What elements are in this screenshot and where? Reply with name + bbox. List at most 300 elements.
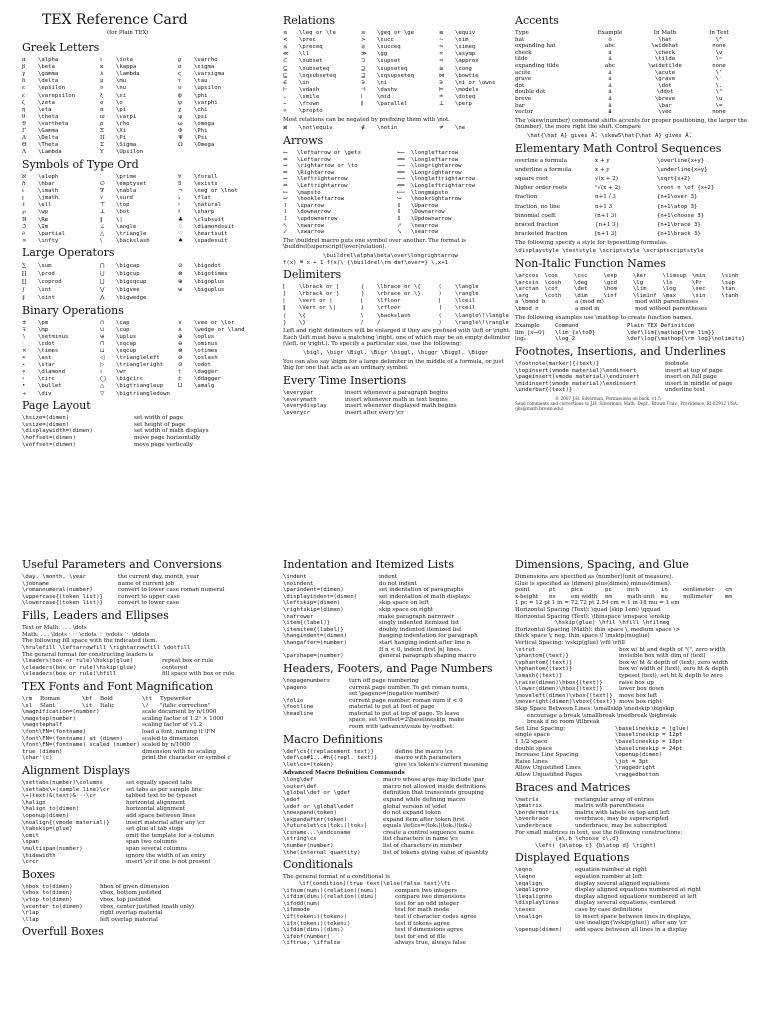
- delimiter-symbol: ⌋: [361, 305, 364, 312]
- binary-op-command: \bigtriangledown: [116, 390, 170, 397]
- delimiter-entry: [361, 305, 439, 312]
- macros-table: [283, 749, 511, 769]
- greek-symbol: γ: [22, 71, 26, 78]
- binary-op-symbol: ≀: [100, 369, 103, 376]
- binary-op-symbol: ∖: [22, 333, 26, 340]
- useful-cell: convert to lower case roman numeral: [118, 587, 225, 594]
- symbol-symbol: ♭: [178, 195, 181, 202]
- large-op-entry: [178, 287, 256, 294]
- relation-symbol: ∥: [361, 101, 364, 108]
- relation-command: \smile: [299, 93, 320, 100]
- column-1-bottom: [22, 556, 250, 942]
- dims-skips: Skip Space Between Lines: \smallskip \medskip \bigskip: [515, 705, 675, 712]
- accents-cell: \^: [715, 36, 723, 43]
- symbol-symbol: ℑ: [22, 223, 26, 230]
- conditionals-table: [283, 888, 511, 947]
- fonts-heading: TEX Fonts and Font Magnification: [22, 679, 213, 693]
- binary-op-symbol: ×: [22, 347, 27, 354]
- greek-entry: [100, 57, 178, 64]
- delimiter-command: \rbrack or ]: [299, 291, 340, 298]
- relations-note: Most relations can be negated by prefixing them with \not.: [283, 116, 451, 123]
- font-cell: \font\FN=⟨fontname⟩ scaled ⟨number⟩: [22, 742, 140, 749]
- binary-op-entry: [178, 327, 256, 334]
- alignment-cell: insert \cr if one is not present: [126, 859, 211, 866]
- relation-command: \frown: [299, 101, 320, 108]
- relations-heading: Relations: [283, 14, 336, 27]
- leaders-cell: fill space with box or rule: [162, 671, 235, 678]
- arrow-cell: ⇔: [283, 182, 288, 189]
- headers-heading: Headers, Footers, and Page Numbers: [283, 661, 493, 675]
- arrow-cell: \Rightarrow: [297, 169, 335, 176]
- binary-op-symbol: ⊙: [178, 362, 183, 369]
- delimiter-command: \lfloor: [377, 298, 401, 305]
- footnote-cell: \footnote⟨marker⟩{⟨text⟩}: [515, 361, 600, 368]
- nonitalic-table: [515, 273, 751, 299]
- binary-op-entry: [178, 348, 256, 355]
- conditional-cell: \ifodd⟨num⟩: [283, 900, 321, 907]
- relation-command: \sim: [455, 37, 469, 44]
- relation-entry: [439, 44, 517, 51]
- everytime-cell: insert whenever displayed math begins: [345, 403, 457, 410]
- symbol-command: \spadesuit: [194, 237, 228, 244]
- binary-op-entry: [22, 348, 100, 355]
- indent-cell: \parindent=⟨dimen⟩: [283, 587, 344, 594]
- symbol-entry: [100, 174, 178, 181]
- pagelayout-table: [22, 415, 250, 448]
- footnote-cell: insert at top of page: [665, 367, 723, 374]
- negation-command: \notin: [377, 125, 398, 132]
- headers-table: [283, 678, 511, 731]
- binary-op-command: \bigcirc: [116, 376, 143, 383]
- symbol-symbol: ⊥: [100, 209, 106, 216]
- large-op-command: \bigodot: [194, 262, 221, 269]
- large-op-entry: [22, 295, 100, 302]
- delimiter-symbol: }: [283, 319, 287, 326]
- conditional-cell: \ifdim⟨dim₁⟩⟨dim₂⟩: [283, 927, 344, 934]
- binary-op-entry: [22, 383, 100, 390]
- delimiter-entry: [439, 298, 517, 305]
- binary-op-symbol: ⊓: [100, 340, 105, 347]
- accents-cell: á: [608, 69, 612, 76]
- box-cell: vbox, top justified: [100, 897, 151, 904]
- mathop-example-cell: log₂: [515, 336, 526, 343]
- large-op-command: \bigoplus: [194, 278, 225, 285]
- dimension-cell: \smash{⟨text⟩}: [515, 673, 563, 679]
- font-name-cell: \bf: [82, 696, 93, 702]
- function-name-cell: \tanh: [721, 292, 739, 299]
- header-cell: \folio: [283, 697, 304, 704]
- accents-cell: \~: [715, 56, 723, 63]
- delimiter-entry: [439, 313, 517, 320]
- greek-symbol: π: [100, 106, 104, 113]
- line-spacing-cell: single space: [515, 732, 550, 739]
- symbol-symbol: ℜ: [22, 216, 27, 223]
- relation-entry: [361, 108, 439, 115]
- box-cell: \rlap: [22, 910, 39, 917]
- alignment-cell: \settabs\+⟨sample line⟩\cr: [22, 786, 110, 793]
- accents-cell: \`: [715, 76, 723, 83]
- relation-symbol: ⪰: [361, 44, 366, 51]
- header-cell: turn off page numbering: [349, 677, 419, 684]
- greek-symbol: κ: [100, 64, 104, 71]
- large-op-entry: [178, 279, 256, 286]
- symbol-entry: [178, 181, 256, 188]
- relation-symbol: ≫: [361, 51, 367, 58]
- fonts-table: [22, 709, 250, 762]
- elem-cell: higher order roots: [515, 185, 568, 192]
- negation-command: \not\equiv: [299, 125, 333, 132]
- symbol-symbol: ∂: [22, 230, 25, 237]
- greek-symbol: β: [22, 64, 26, 71]
- greek-command: \mu: [116, 78, 127, 85]
- greek-symbol: ϖ: [100, 113, 105, 120]
- function-name-cell: \arccos: [515, 273, 539, 280]
- elem-cell: {n+1\brace 3}: [657, 222, 701, 228]
- useful-cell: convert to upper case: [118, 593, 180, 600]
- binary-op-symbol: ⋄: [22, 369, 26, 376]
- greek-command: \phi: [194, 92, 208, 99]
- everytime-cell: \everydisplay: [283, 403, 327, 410]
- greek-entry: [178, 93, 256, 100]
- arrow-cell: ↖: [283, 222, 288, 229]
- function-name-cell: \Pr: [692, 279, 703, 286]
- useful-cell: name of current job: [118, 580, 175, 587]
- greek-command: \varphi: [194, 99, 218, 106]
- relation-entry: [283, 51, 361, 58]
- braces-note: For small matrices in text, use the following constructions:: [515, 829, 683, 836]
- advanced-macro-cell: macro whose args may include \par: [383, 777, 485, 784]
- accents-cell: grave: [515, 76, 532, 83]
- symbol-command: \infty: [38, 237, 59, 244]
- accents-header-cell: In Math: [653, 30, 677, 37]
- symbol-entry: [22, 174, 100, 181]
- symbol-symbol: ȷ: [22, 195, 24, 202]
- binary-heading: Binary Operations: [22, 303, 124, 317]
- mod-cell: mod with parentheses: [635, 299, 698, 306]
- delimiter-command: \{: [299, 312, 306, 319]
- greek-command: \Pi: [116, 135, 127, 142]
- binary-op-entry: [22, 341, 100, 348]
- displayed-cell: display several equations, centered: [575, 900, 676, 907]
- conditional-cell: test for math mode: [395, 907, 450, 914]
- symbol-command: \bot: [116, 209, 130, 216]
- advanced-macro-cell: expand while defining macro: [383, 796, 466, 803]
- conditional-cell: \if⟨token₁⟩⟨token₂⟩: [283, 913, 347, 920]
- greek-symbol: ρ: [100, 120, 104, 127]
- arrow-cell: ⟸: [397, 156, 406, 163]
- delimiter-command: \lbrace or \{: [377, 284, 421, 291]
- pagelayout-cell: set width of page: [134, 415, 184, 422]
- box-cell: vbox, center justified (math only): [100, 903, 195, 910]
- accents-cell: \breve: [654, 96, 676, 103]
- elem-cell: \overline{x+y}: [657, 157, 705, 164]
- box-cell: right overlap material: [100, 910, 163, 917]
- brace-cell: matrix with labels on top and left: [575, 809, 670, 816]
- arrow-cell: \Leftarrow: [297, 156, 331, 163]
- function-name-cell: \limsup: [662, 273, 687, 280]
- dimension-cell: box w/ ht & depth of ⟨text⟩, zero width: [619, 659, 729, 666]
- relation-entry: [283, 87, 361, 94]
- dims-table: [515, 647, 751, 706]
- greek-symbol: φ: [178, 99, 182, 106]
- relation-symbol: ≪: [283, 51, 289, 58]
- function-name-cell: \cot: [544, 286, 558, 293]
- symbol-entry: [178, 174, 256, 181]
- greek-command: \alpha: [38, 57, 59, 64]
- large-op-symbol: ⋂: [100, 262, 105, 269]
- alignment-cell: \omit: [22, 832, 39, 839]
- binary-op-symbol: ⊖: [178, 340, 183, 347]
- greek-symbol: θ: [22, 113, 26, 120]
- function-name-cell: \csc: [574, 273, 588, 280]
- elem-cell: fraction: [515, 194, 538, 201]
- line-spacing-cell: 1 1/2 space: [515, 738, 548, 745]
- symbol-symbol: ℵ: [22, 174, 27, 180]
- advanced-macro-cell: \outer\def: [283, 783, 317, 790]
- font-cell: scaling factor of √1.2: [142, 722, 203, 729]
- delimiter-symbol: ‖: [283, 305, 286, 312]
- function-name-cell: \arctan: [515, 286, 539, 293]
- arrows-heading: Arrows: [283, 133, 324, 147]
- symbol-command: \nabla: [116, 188, 137, 195]
- arrows-note: The \buildrel macro puts one symbol over another. The format is \buildrel⟨superscript⟩\over⟨relation⟩.: [283, 237, 467, 251]
- greek-heading: Greek Letters: [22, 41, 100, 54]
- arrow-cell: ↕: [283, 215, 288, 222]
- mathop-example-cell: lim_{x→0}: [515, 329, 546, 336]
- unit-cell: millimeter: [683, 593, 713, 600]
- greek-command: \eta: [38, 106, 52, 113]
- binary-op-symbol: ∪: [100, 326, 105, 333]
- greek-command: \upsilon: [194, 85, 221, 92]
- arrow-cell: \Leftrightarrow: [297, 182, 348, 189]
- large-op-entry: [178, 271, 256, 278]
- binary-op-entry: [178, 369, 256, 376]
- box-cell: hbox of given dimension: [100, 883, 170, 890]
- symbol-entry: [22, 231, 100, 238]
- greek-entry: [22, 64, 100, 71]
- binary-op-symbol: ◯: [100, 376, 107, 383]
- greek-symbol: ψ: [178, 113, 183, 120]
- advanced-macro-cell: list of characters in number: [383, 843, 463, 850]
- elem-cell: [n+1 3]: [595, 231, 617, 238]
- alignment-cell: \crcr: [22, 859, 39, 866]
- displayed-cell: \cases: [515, 907, 536, 913]
- arrow-cell: \longleftarrow: [411, 150, 459, 156]
- indent-cell: skip space on right: [379, 607, 434, 614]
- greek-symbol: α: [22, 57, 26, 64]
- font-name-cell: \tt: [142, 696, 153, 702]
- greek-entry: [100, 78, 178, 85]
- delimiter-entry: [439, 291, 517, 298]
- greek-command: \theta: [38, 113, 59, 120]
- relation-symbol: ⋈: [439, 72, 445, 79]
- greek-symbol: Φ: [178, 128, 183, 135]
- header-cell: \headline: [283, 710, 314, 717]
- symbol-command: \flat: [194, 195, 211, 202]
- greek-command: \nu: [116, 85, 127, 92]
- binary-op-entry: [178, 362, 256, 369]
- arrow-cell: ↦: [283, 189, 288, 196]
- indent-cell: \leftskip=⟨dimen⟩: [283, 600, 341, 607]
- binary-op-command: \uplus: [116, 333, 137, 340]
- delimiter-command: \lceil: [455, 298, 476, 305]
- mod-cell: mod without parentheses: [635, 306, 708, 313]
- greek-symbol: ε: [22, 85, 25, 92]
- line-spacing-cell: Raise Lines: [515, 758, 548, 765]
- relation-entry: [283, 94, 361, 101]
- relation-command: \mid: [377, 93, 391, 100]
- arrow-cell: ↗: [397, 222, 402, 229]
- binary-op-symbol: ◁: [100, 355, 105, 362]
- binary-op-entry: [22, 391, 100, 398]
- large-op-command: \sum: [38, 262, 52, 269]
- font-name-cell: Italic: [100, 702, 115, 709]
- greek-command: \Gamma: [38, 128, 59, 135]
- indent-cell: start hanging indent after line n.: [379, 640, 473, 647]
- negation-entry: [439, 125, 517, 132]
- elem-cell: x + y: [595, 157, 610, 164]
- delimiter-symbol: ⌊: [361, 298, 364, 305]
- greek-entry: [22, 121, 100, 128]
- alignment-cell: \span: [22, 839, 39, 846]
- delimiter-entry: [283, 305, 361, 312]
- font-cell: dimension with no scaling: [142, 748, 217, 755]
- dimension-cell: raise box up: [619, 679, 654, 686]
- large-op-command: \coprod: [38, 278, 62, 285]
- delimiter-entry: [283, 284, 361, 291]
- greek-symbol: Γ: [22, 128, 26, 135]
- everytime-cell: insert after every \cr: [345, 409, 404, 416]
- indent-cell: set indentation of math displays: [379, 593, 470, 600]
- relation-symbol: ⊨: [439, 86, 444, 93]
- greek-symbol: σ: [178, 64, 182, 71]
- arrow-cell: ↓: [283, 209, 288, 216]
- greek-symbol: ϱ: [178, 57, 182, 64]
- box-cell: vbox, bottom justified: [100, 890, 162, 897]
- relation-symbol: ≻: [361, 37, 366, 44]
- pagelayout-cell: move page horizontally: [134, 435, 201, 441]
- large-op-command: \bigwedge: [116, 294, 147, 301]
- large-op-command: \bigsqcup: [116, 278, 147, 285]
- large-op-symbol: ⊗: [178, 270, 183, 277]
- binary-op-entry: [100, 369, 178, 376]
- binary-op-symbol: ±: [22, 319, 27, 326]
- accents-cell: \v: [715, 49, 723, 56]
- relation-symbol: ⌢: [283, 101, 287, 108]
- symbol-entry: [100, 238, 178, 245]
- elem-cell: (n+1 3): [595, 212, 617, 219]
- leaders-table: [22, 658, 250, 678]
- greek-symbol: Ψ: [178, 135, 183, 142]
- delimiters-table: [283, 284, 511, 326]
- negations-row: [283, 125, 511, 132]
- large-op-entry: [178, 263, 256, 270]
- conditional-cell: always true, always false: [395, 940, 466, 947]
- arrow-cell: ↘: [397, 229, 402, 236]
- symbol-entry: [100, 209, 178, 216]
- delimiter-entry: [283, 320, 361, 327]
- accents-cell: à: [608, 76, 612, 83]
- greek-command: \varepsilon: [38, 92, 76, 99]
- everytime-cell: \everymath: [283, 396, 317, 403]
- symbol-command: \Im: [38, 223, 49, 230]
- large-op-command: \bigotimes: [194, 270, 228, 277]
- indent-cell: \displayindent=⟨dimen⟩: [283, 593, 358, 600]
- relation-command: \succeq: [377, 44, 401, 51]
- elem-cell: √(x + 2): [595, 176, 618, 183]
- greek-command: \Lambda: [38, 149, 62, 156]
- greek-entry: [22, 135, 100, 142]
- alignment-cell: omit the template for a column: [126, 832, 215, 839]
- relation-symbol: ⊑: [283, 72, 288, 79]
- delimiter-symbol: ⌈: [439, 298, 442, 305]
- delimiter-entry: [283, 298, 361, 305]
- greek-entry: [22, 93, 100, 100]
- dims-note-2: Glue is specified as ⟨dimen⟩ plus⟨dimen⟩ minus⟨dimen⟩.: [515, 580, 672, 587]
- large-op-entry: [100, 295, 178, 302]
- greek-command: \varpi: [116, 113, 137, 120]
- accents-compare: \hat{\hat A} gives Â̂, \skew5\hat{\hat A} gives Â̂.: [527, 133, 693, 139]
- large-op-symbol: ⋁: [100, 286, 105, 293]
- displayed-cell: \openup⟨dimen⟩: [515, 926, 563, 933]
- unit-cell: point: [515, 587, 530, 594]
- unit-cell: em width: [571, 593, 598, 600]
- binary-op-symbol: ∗: [22, 355, 26, 362]
- greek-entry: [100, 85, 178, 92]
- unit-cell: pica: [571, 587, 583, 594]
- font-name-cell: Bold: [100, 696, 113, 702]
- binary-op-entry: [100, 362, 178, 369]
- greek-symbol: τ: [178, 78, 182, 85]
- relation-entry: [439, 108, 517, 115]
- symbol-command: \top: [116, 202, 130, 209]
- dims-conversions: 1 pc = 12 pt 1 in = 72.72 pt 2.54 cm = 1 in 18 mu = 1 em: [515, 600, 680, 607]
- greek-entry: [22, 114, 100, 121]
- relation-command: \supseteq: [377, 65, 408, 72]
- function-name-cell: \ln: [662, 279, 673, 286]
- accents-cell: expanding hat: [515, 43, 556, 50]
- useful-cell: convert to lower case: [118, 600, 180, 607]
- elem-cell: fraction, no line: [515, 203, 561, 210]
- indent-cell: indent: [379, 574, 398, 581]
- accents-heading: Accents: [515, 14, 559, 27]
- binary-op-symbol: ‡: [178, 376, 181, 383]
- copyright: © 2007 J.H. Silverman, Permissions on back. v1.5: [555, 396, 661, 402]
- symbol-symbol: ∠: [100, 223, 105, 230]
- symbol-command: \neg or \lnot: [194, 188, 238, 195]
- binary-op-command: \star: [38, 362, 55, 369]
- alignment-cell: ignore the width of an entry: [126, 852, 206, 859]
- line-spacing-cell: Allow Unjustified Pages: [515, 771, 583, 778]
- displayed-cell: \eqno: [515, 867, 532, 874]
- delimiter-command: \rangle: [455, 291, 479, 298]
- font-name-cell: "italic correction": [160, 702, 211, 709]
- displayed-cell: to insert space between lines in displays,: [575, 913, 692, 920]
- leaders-cell: \leaders⟨box or rule⟩\hskip⟨glue⟩: [22, 658, 134, 665]
- accents-cell: \widetilde: [648, 63, 682, 70]
- box-cell: \vbox to⟨dimen⟩: [22, 890, 73, 897]
- binary-op-symbol: △: [100, 383, 105, 390]
- binary-op-command: \triangleleft: [116, 355, 160, 362]
- binary-op-entry: [100, 320, 178, 327]
- displayed-cell: use \noalign{\vskip⟨glue⟩} after any \cr: [575, 920, 687, 927]
- mathop-example-cell: Example: [515, 323, 540, 330]
- displayed-cell: case by case definitions: [575, 907, 643, 913]
- fills-line-1: Text or Math: . . . \dots: [22, 625, 87, 632]
- relation-symbol: ⪯: [283, 44, 288, 51]
- leaders-cell: repeat box or rule: [162, 658, 214, 665]
- greek-symbol: ς: [178, 71, 182, 78]
